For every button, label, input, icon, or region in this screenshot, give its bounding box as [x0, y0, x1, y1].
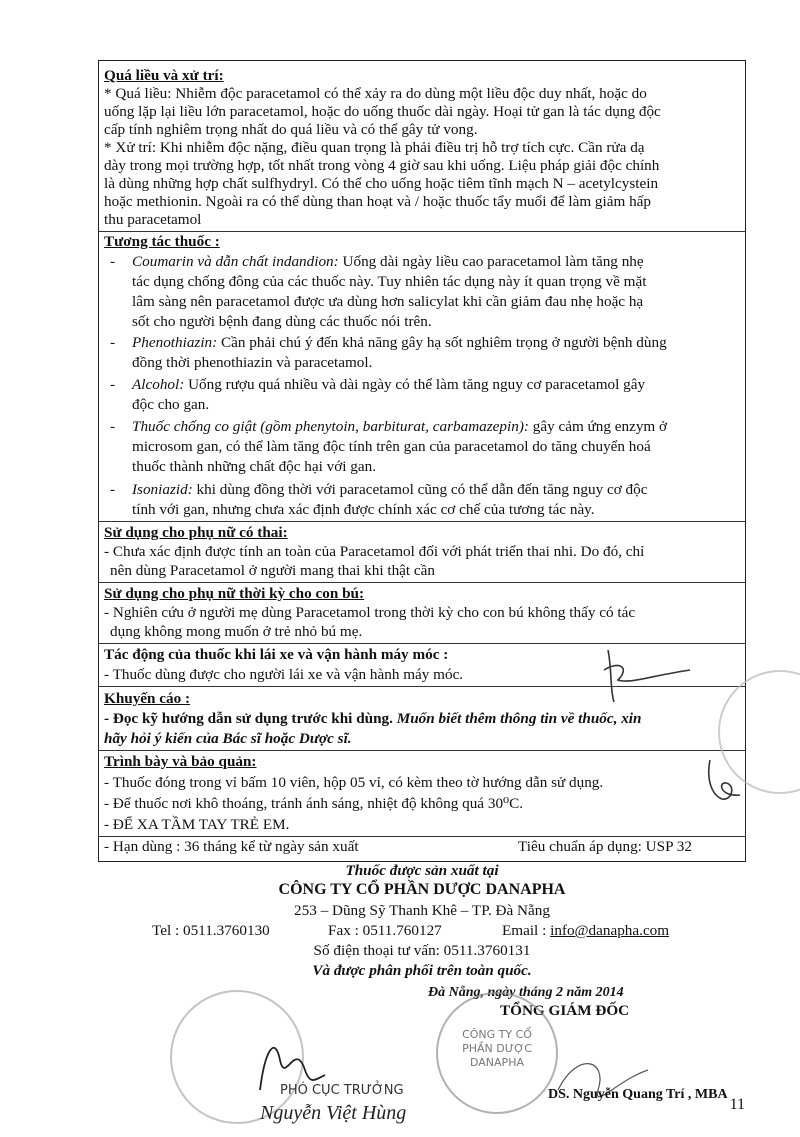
- section-divider: [98, 836, 746, 837]
- driving-title: Tác động của thuốc khi lái xe và vận hành máy móc :: [104, 646, 449, 663]
- storage-title: Trình bày và bảo quản:: [104, 753, 257, 770]
- pregnancy-line: nên dùng Paracetamol ở người mang thai khi thật cần: [110, 562, 436, 579]
- overdose-line: uống lặp lại liều lớn paracetamol, hoặc do uống thuốc dài ngày. Hoại tử gan là tác dụng độc: [104, 103, 661, 120]
- storage-line: - Hạn dùng : 36 tháng kể từ ngày sản xuất: [104, 838, 359, 855]
- company-name: CÔNG TY CỔ PHẦN DƯỢC DANAPHA: [278, 881, 566, 898]
- lactation-title: Sử dụng cho phụ nữ thời kỳ cho con bú:: [104, 585, 365, 602]
- company-address: 253 – Dũng Sỹ Thanh Khê – TP. Đà Nẵng: [294, 902, 550, 919]
- made-by-text: Thuốc được sản xuất tại: [345, 862, 499, 879]
- bullet-dash: -: [110, 418, 116, 435]
- section-divider: [98, 231, 746, 232]
- pregnancy-title: Sử dụng cho phụ nữ có thai:: [104, 524, 288, 541]
- director-title: TỔNG GIÁM ĐỐC: [500, 1002, 630, 1019]
- interaction-item-isoniazid: Isoniazid: khi dùng đồng thời với paracetamol cũng có thể dẫn đến tăng nguy cơ độc: [132, 481, 648, 498]
- section-divider: [98, 582, 746, 583]
- advice-line: - Đọc kỹ hướng dẫn sử dụng trước khi dùng. Muốn biết thêm thông tin về thuốc, xin: [104, 710, 642, 727]
- interactions-title: Tương tác thuốc :: [104, 233, 220, 250]
- deputy-title: PHÓ CỤC TRƯỞNG: [280, 1083, 404, 1098]
- storage-line: - Thuốc đóng trong vỉ bấm 10 viên, hộp 05 vỉ, có kèm theo tờ hướng dẫn sử dụng.: [104, 774, 604, 791]
- email-text: Email : info@danapha.com: [502, 922, 670, 939]
- deputy-name: Nguyễn Việt Hùng: [260, 1102, 407, 1124]
- overdose-line: * Xử trí: Khi nhiễm độc nặng, điều quan trọng là phải điều trị hỗ trợ tích cực. Cần rửa dạ: [104, 139, 645, 156]
- overdose-line: * Quá liều: Nhiễm độc paracetamol có thể xảy ra do dùng một liều độc duy nhất, hoặc do: [104, 85, 647, 102]
- interaction-line: độc cho gan.: [132, 396, 210, 413]
- interaction-line: microsom gan, có thể làm tăng độc tính trên gan của paracetamol do tăng chuyển hoá: [132, 438, 651, 455]
- lactation-line: - Nghiên cứu ở người mẹ dùng Paracetamol trong thời kỳ cho con bú không thấy có tác: [104, 604, 636, 621]
- initials-signature: [590, 640, 700, 710]
- interaction-line: lâm sàng nên paracetamol được ưa dùng hơn salicylat khi cần giảm đau nhẹ hoặc hạ: [132, 293, 644, 310]
- overdose-line: hoặc methionin. Ngoài ra có thể dùng than hoạt và / hoặc thuốc tẩy muối để làm giảm hấp: [104, 193, 652, 210]
- overdose-line: cấp tính nghiêm trọng nhất do quá liều và có thể gây tử vong.: [104, 121, 478, 138]
- advice-title: Khuyến cáo :: [104, 690, 191, 707]
- fax-text: Fax : 0511.760127: [328, 922, 442, 939]
- margin-signature: [700, 755, 760, 805]
- interaction-item-coumarin: Coumarin và dẫn chất indandion: Uống dài ngày liều cao paracetamol làm tăng nhẹ: [132, 253, 644, 270]
- lactation-line: dụng không mong muốn ở trẻ nhỏ bú mẹ.: [110, 623, 363, 640]
- section-divider: [98, 521, 746, 522]
- interaction-line: tính với gan, nhưng chưa xác định được chính xác cơ chế của tương tác này.: [132, 501, 595, 518]
- interaction-item-anticonvulsant: Thuốc chống co giật (gồm phenytoin, barbiturat, carbamazepin): gây cảm ứng enzym ở: [132, 418, 668, 435]
- overdose-line: là dùng những hợp chất sulfhydryl. Có thể cho uống hoặc tiêm tĩnh mạch N – acetylcystein: [104, 175, 659, 192]
- signoff-date: Đà Nẵng, ngày tháng 2 năm 2014: [428, 985, 624, 1000]
- bullet-dash: -: [110, 334, 116, 351]
- page-number: 11: [729, 1096, 745, 1113]
- driving-line: - Thuốc dùng được cho người lái xe và vận hành máy móc.: [104, 666, 464, 683]
- pregnancy-line: - Chưa xác định được tính an toàn của Paracetamol đối với phát triển thai nhi. Do đó, chỉ: [104, 543, 645, 560]
- company-stamp-text: CÔNG TY CỔ PHẦN DƯỢC DANAPHA: [462, 1028, 532, 1069]
- standard-text: Tiêu chuẩn áp dụng: USP 32: [518, 838, 692, 855]
- interaction-line: tác dụng chống đông của các thuốc này. Tuy nhiên tác dụng này ít quan trọng về mặt: [132, 273, 647, 290]
- overdose-line: dày trong mọi trường hợp, tốt nhất trong vòng 4 giờ sau khi uống. Liệu pháp giải độc chính: [104, 157, 660, 174]
- interaction-item-phenothiazin: Phenothiazin: Cần phải chú ý đến khả năng gây hạ sốt nghiêm trọng ở người bệnh dùng: [132, 334, 667, 351]
- tel-text: Tel : 0511.3760130: [152, 922, 270, 939]
- overdose-title: Quá liều và xử trí:: [104, 67, 224, 84]
- bullet-dash: -: [110, 481, 116, 498]
- section-divider: [98, 750, 746, 751]
- overdose-line: thu paracetamol: [104, 211, 202, 228]
- director-name: DS. Nguyễn Quang Trí , MBA: [548, 1087, 728, 1102]
- interaction-line: thuốc thành những chất độc hại với gan.: [132, 458, 377, 475]
- director-signature: [548, 1040, 678, 1120]
- interaction-line: đồng thời phenothiazin và paracetamol.: [132, 354, 373, 371]
- email-link[interactable]: info@danapha.com: [550, 922, 670, 939]
- bullet-dash: -: [110, 376, 116, 393]
- storage-line: - Để thuốc nơi khô thoáng, tránh ánh sáng, nhiệt độ không quá 30⁰C.: [104, 795, 524, 812]
- distribution-text: Và được phân phối trên toàn quốc.: [312, 962, 532, 979]
- hotline-text: Số điện thoại tư vấn: 0511.3760131: [313, 942, 531, 959]
- interaction-line: sốt cho người bệnh đang dùng các thuốc nói trên.: [132, 313, 432, 330]
- interaction-item-alcohol: Alcohol: Uống rượu quá nhiều và dài ngày có thể làm tăng nguy cơ paracetamol gây: [132, 376, 646, 393]
- bullet-dash: -: [110, 253, 116, 270]
- storage-line: - ĐỂ XA TẦM TAY TRẺ EM.: [104, 816, 290, 833]
- advice-line: hãy hỏi ý kiến của Bác sĩ hoặc Dược sĩ.: [104, 730, 352, 747]
